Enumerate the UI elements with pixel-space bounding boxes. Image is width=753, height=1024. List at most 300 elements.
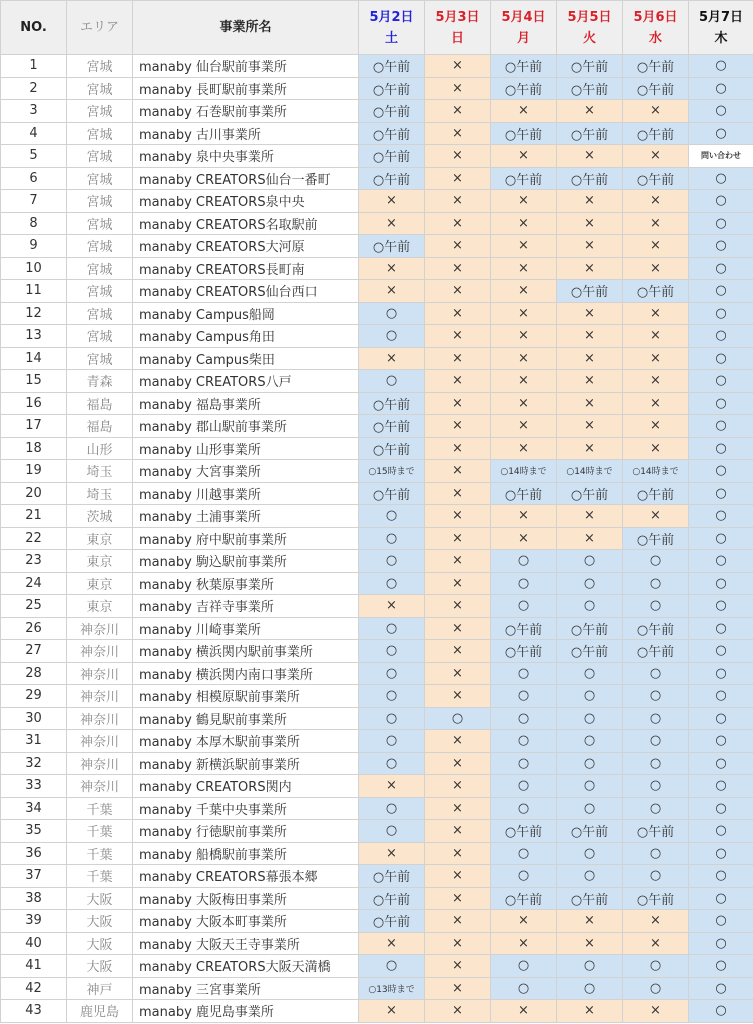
availability-cell: ○	[557, 595, 623, 618]
availability-cell: ×	[425, 257, 491, 280]
row-office-name: manaby Campus柴田	[133, 347, 359, 370]
row-area: 福島	[67, 415, 133, 438]
availability-cell: ○	[689, 910, 753, 933]
row-area: 埼玉	[67, 460, 133, 483]
row-area: 神奈川	[67, 730, 133, 753]
availability-cell: ×	[623, 415, 689, 438]
availability-cell: ○午前	[557, 77, 623, 100]
availability-cell: ×	[425, 370, 491, 393]
table-row	[1, 527, 753, 550]
row-number: 9	[1, 235, 67, 258]
availability-cell: ×	[623, 392, 689, 415]
availability-cell: ○午前	[623, 167, 689, 190]
row-number: 38	[1, 887, 67, 910]
table-row	[1, 752, 753, 775]
availability-cell: ×	[623, 932, 689, 955]
availability-cell: ○	[689, 752, 753, 775]
row-number: 5	[1, 145, 67, 168]
row-area: 大阪	[67, 910, 133, 933]
availability-cell: ○午前	[491, 77, 557, 100]
availability-cell: ×	[491, 257, 557, 280]
availability-cell: ×	[425, 55, 491, 78]
row-number: 22	[1, 527, 67, 550]
availability-cell: ○午前	[557, 887, 623, 910]
row-office-name: manaby 駒込駅前事業所	[133, 550, 359, 573]
table-row	[1, 302, 753, 325]
availability-cell: ○	[689, 572, 753, 595]
row-area: 宮城	[67, 100, 133, 123]
availability-cell: ×	[491, 280, 557, 303]
availability-cell: ○午前	[491, 640, 557, 663]
availability-cell: ○	[491, 865, 557, 888]
availability-cell: ×	[425, 887, 491, 910]
row-number: 39	[1, 910, 67, 933]
availability-cell: ○	[689, 527, 753, 550]
availability-cell: ○	[689, 415, 753, 438]
row-area: 宮城	[67, 280, 133, 303]
availability-cell: ○	[689, 662, 753, 685]
row-office-name: manaby 本厚木駅前事業所	[133, 730, 359, 753]
row-area: 神奈川	[67, 752, 133, 775]
table-row	[1, 955, 753, 978]
availability-cell: ×	[557, 325, 623, 348]
table-body	[1, 55, 753, 1023]
availability-cell: ×	[557, 437, 623, 460]
availability-cell: ×	[425, 797, 491, 820]
row-area: 神戸	[67, 977, 133, 1000]
availability-cell: ○	[623, 842, 689, 865]
availability-cell: ×	[623, 347, 689, 370]
availability-cell: ○午前	[623, 640, 689, 663]
availability-cell: ×	[359, 842, 425, 865]
availability-cell: ×	[557, 257, 623, 280]
availability-cell: ×	[491, 235, 557, 258]
table-row	[1, 797, 753, 820]
availability-cell: ×	[425, 302, 491, 325]
availability-cell: ○	[359, 797, 425, 820]
row-area: 神奈川	[67, 662, 133, 685]
availability-cell: ×	[491, 212, 557, 235]
table-row	[1, 325, 753, 348]
row-area: 神奈川	[67, 775, 133, 798]
availability-cell: ×	[359, 190, 425, 213]
availability-cell: ○	[623, 707, 689, 730]
row-area: 宮城	[67, 212, 133, 235]
row-office-name: manaby 長町駅前事業所	[133, 77, 359, 100]
row-office-name: manaby 三宮事業所	[133, 977, 359, 1000]
row-number: 29	[1, 685, 67, 708]
header-date: 5月3日	[435, 9, 480, 25]
row-number: 42	[1, 977, 67, 1000]
header-weekday: 水	[648, 30, 662, 46]
availability-cell: ×	[425, 527, 491, 550]
availability-cell: ○	[491, 572, 557, 595]
table-row	[1, 505, 753, 528]
availability-cell: ×	[491, 1000, 557, 1023]
availability-cell: ○午前	[359, 122, 425, 145]
row-number: 32	[1, 752, 67, 775]
availability-cell: ×	[557, 932, 623, 955]
availability-cell: ○	[623, 550, 689, 573]
row-area: 神奈川	[67, 640, 133, 663]
table-row	[1, 437, 753, 460]
table-row	[1, 730, 753, 753]
availability-cell: ×	[425, 932, 491, 955]
availability-cell: ○14時まで	[623, 460, 689, 483]
availability-cell: ○	[689, 302, 753, 325]
availability-cell: ○	[491, 595, 557, 618]
header-date: 5月5日	[567, 9, 612, 25]
availability-cell: ○	[491, 797, 557, 820]
row-number: 30	[1, 707, 67, 730]
availability-cell: ○	[689, 460, 753, 483]
header-weekday: 木	[714, 30, 728, 46]
availability-cell: ○14時まで	[491, 460, 557, 483]
table-row	[1, 190, 753, 213]
availability-cell: ×	[425, 505, 491, 528]
header-day-5	[689, 1, 753, 55]
availability-cell: ×	[557, 415, 623, 438]
row-number: 36	[1, 842, 67, 865]
availability-cell: ○	[689, 190, 753, 213]
row-area: 神奈川	[67, 685, 133, 708]
row-office-name: manaby 相模原駅前事業所	[133, 685, 359, 708]
availability-cell: ○	[557, 707, 623, 730]
availability-cell: ○	[557, 977, 623, 1000]
table-row	[1, 370, 753, 393]
availability-cell: ○	[689, 347, 753, 370]
availability-cell: ×	[425, 280, 491, 303]
row-area: 宮城	[67, 77, 133, 100]
availability-cell: ○	[491, 707, 557, 730]
availability-cell: ○	[689, 325, 753, 348]
availability-cell: ×	[623, 212, 689, 235]
availability-cell: ×	[425, 685, 491, 708]
availability-cell: ×	[491, 100, 557, 123]
row-office-name: manaby CREATORS名取駅前	[133, 212, 359, 235]
availability-cell: ×	[491, 505, 557, 528]
availability-cell: ×	[425, 595, 491, 618]
row-area: 大阪	[67, 932, 133, 955]
availability-cell: ○	[491, 752, 557, 775]
header-date: 5月6日	[633, 9, 678, 25]
availability-cell: ○	[623, 662, 689, 685]
table-row	[1, 910, 753, 933]
header-weekday: 月	[516, 30, 530, 46]
availability-cell: ○	[557, 662, 623, 685]
row-office-name: manaby 土浦事業所	[133, 505, 359, 528]
row-office-name: manaby 福島事業所	[133, 392, 359, 415]
availability-cell: ○	[557, 955, 623, 978]
row-number: 35	[1, 820, 67, 843]
availability-cell: ×	[425, 437, 491, 460]
row-number: 2	[1, 77, 67, 100]
availability-cell: ○14時まで	[557, 460, 623, 483]
row-area: 千葉	[67, 865, 133, 888]
availability-cell: ×	[491, 437, 557, 460]
availability-cell: ○	[557, 775, 623, 798]
availability-cell: ×	[491, 347, 557, 370]
header-weekday: 土	[384, 30, 398, 46]
availability-cell: ×	[425, 77, 491, 100]
availability-cell: ○	[689, 955, 753, 978]
table-row	[1, 572, 753, 595]
availability-cell: ×	[491, 932, 557, 955]
availability-cell: 問い合わせ	[689, 145, 753, 168]
availability-cell: ○	[491, 842, 557, 865]
availability-cell: ○午前	[557, 617, 623, 640]
availability-cell: ○午前	[557, 640, 623, 663]
row-area: 宮城	[67, 235, 133, 258]
row-office-name: manaby 古川事業所	[133, 122, 359, 145]
availability-cell: ○	[689, 707, 753, 730]
availability-cell: ×	[359, 347, 425, 370]
availability-cell: ○午前	[557, 167, 623, 190]
row-number: 43	[1, 1000, 67, 1023]
availability-cell: ○	[689, 77, 753, 100]
availability-cell: ×	[425, 145, 491, 168]
row-area: 千葉	[67, 842, 133, 865]
table-row	[1, 550, 753, 573]
availability-cell: ○午前	[623, 280, 689, 303]
availability-cell: ×	[557, 910, 623, 933]
availability-cell: ○	[689, 370, 753, 393]
availability-cell: ○	[359, 572, 425, 595]
row-office-name: manaby CREATORS長町南	[133, 257, 359, 280]
header-date: 5月4日	[501, 9, 546, 25]
availability-cell: ○	[359, 820, 425, 843]
row-number: 10	[1, 257, 67, 280]
availability-cell: ○午前	[359, 482, 425, 505]
row-office-name: manaby CREATORS大阪天満橋	[133, 955, 359, 978]
availability-cell: ×	[557, 1000, 623, 1023]
row-number: 23	[1, 550, 67, 573]
availability-cell: ×	[623, 1000, 689, 1023]
availability-cell: ×	[359, 775, 425, 798]
availability-cell: ○	[491, 685, 557, 708]
availability-cell: ○	[689, 212, 753, 235]
row-number: 40	[1, 932, 67, 955]
availability-cell: ○	[623, 730, 689, 753]
availability-cell: ○午前	[557, 820, 623, 843]
availability-cell: ×	[425, 572, 491, 595]
availability-cell: ×	[557, 190, 623, 213]
row-number: 4	[1, 122, 67, 145]
availability-cell: ○午前	[623, 77, 689, 100]
row-number: 37	[1, 865, 67, 888]
availability-cell: ○	[623, 865, 689, 888]
availability-cell: ○午前	[557, 122, 623, 145]
row-number: 19	[1, 460, 67, 483]
availability-cell: ○午前	[359, 167, 425, 190]
availability-cell: ○	[557, 550, 623, 573]
availability-cell: ×	[425, 617, 491, 640]
availability-cell: ○	[359, 640, 425, 663]
table-row	[1, 640, 753, 663]
availability-cell: ×	[425, 865, 491, 888]
availability-cell: ○	[557, 752, 623, 775]
table-row	[1, 662, 753, 685]
availability-cell: ○午前	[623, 527, 689, 550]
availability-cell: ○午前	[359, 145, 425, 168]
table-row	[1, 122, 753, 145]
row-office-name: manaby 川越事業所	[133, 482, 359, 505]
availability-cell: ○	[359, 707, 425, 730]
availability-cell: ○	[359, 955, 425, 978]
availability-cell: ○午前	[359, 77, 425, 100]
row-number: 18	[1, 437, 67, 460]
availability-cell: ×	[425, 820, 491, 843]
availability-cell: ×	[425, 955, 491, 978]
availability-cell: ○	[689, 482, 753, 505]
table-row	[1, 775, 753, 798]
availability-cell: ○	[689, 797, 753, 820]
availability-cell: ○午前	[623, 122, 689, 145]
table-row	[1, 55, 753, 78]
row-area: 宮城	[67, 145, 133, 168]
row-area: 宮城	[67, 190, 133, 213]
row-area: 千葉	[67, 797, 133, 820]
availability-cell: ○午前	[557, 55, 623, 78]
availability-cell: ×	[425, 550, 491, 573]
row-area: 東京	[67, 595, 133, 618]
row-area: 千葉	[67, 820, 133, 843]
availability-cell: ○	[359, 505, 425, 528]
row-number: 25	[1, 595, 67, 618]
row-number: 11	[1, 280, 67, 303]
table-row	[1, 842, 753, 865]
row-area: 宮城	[67, 302, 133, 325]
row-number: 34	[1, 797, 67, 820]
availability-cell: ○	[689, 730, 753, 753]
row-office-name: manaby 石巻駅前事業所	[133, 100, 359, 123]
availability-cell: ○午前	[491, 887, 557, 910]
row-office-name: manaby CREATORS八戸	[133, 370, 359, 393]
row-number: 33	[1, 775, 67, 798]
availability-cell: ○	[491, 550, 557, 573]
availability-cell: ○	[557, 797, 623, 820]
availability-cell: ○13時まで	[359, 977, 425, 1000]
row-area: 宮城	[67, 347, 133, 370]
availability-cell: ○午前	[557, 482, 623, 505]
row-area: 鹿児島	[67, 1000, 133, 1023]
row-area: 埼玉	[67, 482, 133, 505]
availability-cell: ×	[425, 347, 491, 370]
availability-cell: ○	[623, 685, 689, 708]
header-weekday: 日	[450, 30, 464, 46]
availability-cell: ○	[557, 572, 623, 595]
availability-cell: ○	[689, 257, 753, 280]
row-office-name: manaby 川崎事業所	[133, 617, 359, 640]
availability-cell: ○	[689, 280, 753, 303]
table-row	[1, 932, 753, 955]
table-row	[1, 595, 753, 618]
availability-cell: ○	[689, 100, 753, 123]
availability-cell: ×	[491, 325, 557, 348]
availability-cell: ×	[623, 505, 689, 528]
header-day-0	[359, 1, 425, 55]
table-row	[1, 1000, 753, 1023]
table-row	[1, 415, 753, 438]
availability-cell: ○	[359, 752, 425, 775]
availability-cell: ×	[425, 730, 491, 753]
row-office-name: manaby 吉祥寺事業所	[133, 595, 359, 618]
availability-cell: ×	[359, 212, 425, 235]
availability-cell: ×	[623, 325, 689, 348]
row-number: 3	[1, 100, 67, 123]
table-row	[1, 865, 753, 888]
availability-cell: ○	[359, 662, 425, 685]
availability-cell: ×	[491, 190, 557, 213]
row-office-name: manaby 横浜関内駅前事業所	[133, 640, 359, 663]
availability-cell: ×	[359, 280, 425, 303]
table-row	[1, 460, 753, 483]
availability-cell: ○	[359, 370, 425, 393]
row-office-name: manaby 大阪天王寺事業所	[133, 932, 359, 955]
row-area: 大阪	[67, 955, 133, 978]
row-area: 福島	[67, 392, 133, 415]
row-office-name: manaby 大阪梅田事業所	[133, 887, 359, 910]
availability-cell: ○	[689, 505, 753, 528]
row-office-name: manaby CREATORS幕張本郷	[133, 865, 359, 888]
row-area: 山形	[67, 437, 133, 460]
header-date: 5月7日	[698, 9, 744, 25]
availability-cell: ×	[623, 257, 689, 280]
availability-cell: ○	[689, 392, 753, 415]
table-row	[1, 100, 753, 123]
availability-cell: ×	[557, 235, 623, 258]
header-day-3	[557, 1, 623, 55]
availability-cell: ○午前	[359, 235, 425, 258]
row-number: 14	[1, 347, 67, 370]
availability-cell: ○	[689, 550, 753, 573]
availability-cell: ×	[425, 325, 491, 348]
table-row	[1, 257, 753, 280]
table-row	[1, 685, 753, 708]
row-office-name: manaby 鹿児島事業所	[133, 1000, 359, 1023]
availability-cell: ○	[557, 842, 623, 865]
availability-cell: ×	[557, 392, 623, 415]
row-office-name: manaby 府中駅前事業所	[133, 527, 359, 550]
availability-cell: ×	[425, 1000, 491, 1023]
row-number: 8	[1, 212, 67, 235]
availability-cell: ○午前	[359, 55, 425, 78]
availability-cell: ○午前	[359, 887, 425, 910]
row-office-name: manaby CREATORS泉中央	[133, 190, 359, 213]
header-area: エリア	[67, 1, 133, 55]
availability-cell: ○午前	[491, 167, 557, 190]
availability-cell: ○	[689, 1000, 753, 1023]
row-area: 宮城	[67, 122, 133, 145]
availability-cell: ○	[359, 325, 425, 348]
availability-cell: ○	[557, 730, 623, 753]
availability-cell: ○	[689, 167, 753, 190]
availability-cell: ×	[425, 842, 491, 865]
availability-cell: ×	[557, 505, 623, 528]
row-office-name: manaby 千葉中央事業所	[133, 797, 359, 820]
availability-cell: ○	[491, 955, 557, 978]
availability-cell: ○	[689, 640, 753, 663]
availability-cell: ×	[359, 932, 425, 955]
row-number: 27	[1, 640, 67, 663]
row-office-name: manaby CREATORS仙台西口	[133, 280, 359, 303]
row-office-name: manaby Campus船岡	[133, 302, 359, 325]
availability-cell: ×	[425, 167, 491, 190]
header-weekday: 火	[582, 30, 596, 46]
header-date: 5月2日	[369, 9, 414, 25]
table-row	[1, 235, 753, 258]
table-row	[1, 167, 753, 190]
